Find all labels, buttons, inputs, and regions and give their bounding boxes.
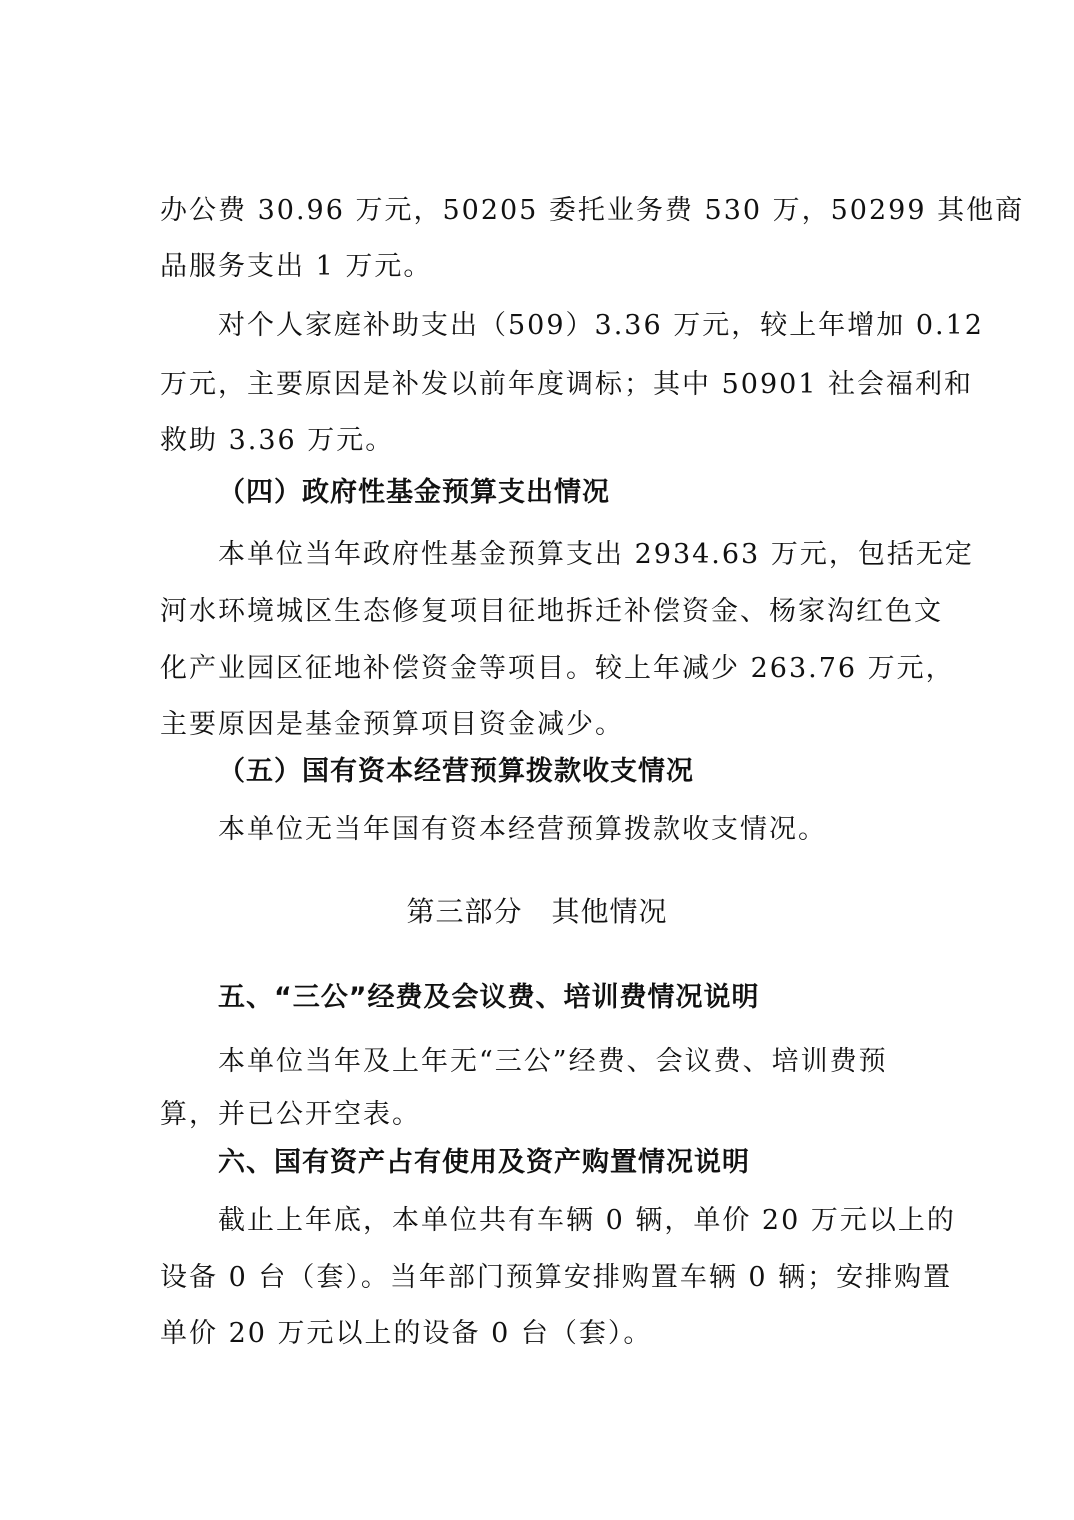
paragraph-line: 品服务支出 1 万元。 — [160, 251, 433, 282]
paragraph-line: 救助 3.36 万元。 — [160, 425, 395, 456]
paragraph-line: 本单位当年政府性基金预算支出 2934.63 万元，包括无定 — [218, 539, 974, 570]
section-heading: （五）国有资本经营预算拨款收支情况 — [218, 756, 694, 787]
paragraph-line: 主要原因是基金预算项目资金减少。 — [160, 709, 624, 740]
paragraph-line: 单价 20 万元以上的设备 0 台（套）。 — [160, 1318, 653, 1349]
paragraph-line: 万元，主要原因是补发以前年度调标；其中 50901 社会福利和 — [160, 369, 974, 400]
paragraph-line: 化产业园区征地补偿资金等项目。较上年减少 263.76 万元， — [160, 653, 955, 684]
paragraph-line: 对个人家庭补助支出（509）3.36 万元，较上年增加 0.12 — [218, 310, 984, 341]
paragraph-line: 本单位当年及上年无“三公”经费、会议费、培训费预 — [218, 1046, 888, 1077]
paragraph-line: 算，并已公开空表。 — [160, 1099, 421, 1130]
part-title: 第三部分 其他情况 — [406, 895, 668, 928]
paragraph-line: 本单位无当年国有资本经营预算拨款收支情况。 — [218, 814, 827, 845]
paragraph-line: 设备 0 台（套）。当年部门预算安排购置车辆 0 辆；安排购置 — [160, 1262, 953, 1293]
section-heading: （四）政府性基金预算支出情况 — [218, 477, 610, 508]
section-heading: 五、“三公”经费及会议费、培训费情况说明 — [218, 982, 760, 1013]
paragraph-line: 截止上年底，本单位共有车辆 0 辆，单价 20 万元以上的 — [218, 1205, 956, 1236]
paragraph-line: 办公费 30.96 万元，50205 委托业务费 530 万，50299 其他商 — [160, 195, 1025, 226]
section-heading: 六、国有资产占有使用及资产购置情况说明 — [218, 1147, 750, 1178]
paragraph-line: 河水环境城区生态修复项目征地拆迁补偿资金、杨家沟红色文 — [160, 596, 943, 627]
